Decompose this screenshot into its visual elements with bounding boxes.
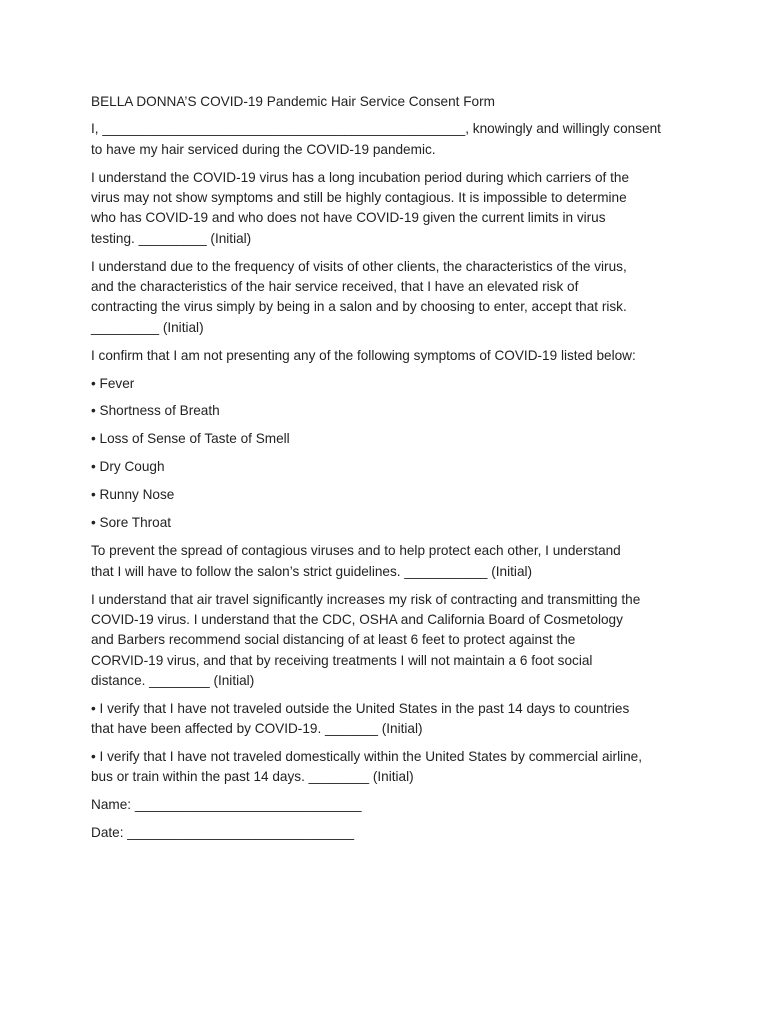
form-title: BELLA DONNA’S COVID-19 Pandemic Hair Service Consent Form: [91, 94, 495, 109]
incubation-paragraph: I understand the COVID-19 virus has a long incubation period during which carriers of the virus may not show symptoms and still be highly contagious. It is impossible to determine who has COVID-19 and who does not have COVID-19 given the current limits in virus testing. _________ (Initial): [91, 169, 630, 246]
risk-paragraph: I understand due to the frequency of visits of other clients, the characteristics of the virus, and the characteristics of the hair service received, that I have an elevated risk of contracting the virus simply by being in a salon and by choosing to enter, accept that risk. _________ (Initial): [91, 258, 627, 335]
date-line: Date: ______________________________: [91, 825, 355, 841]
name-line: Name: ______________________________: [91, 797, 362, 813]
symptom-item-taste: • Loss of Sense of Taste of Smell: [91, 431, 290, 447]
consent-form-body: [91, 92, 691, 851]
air-travel-paragraph: I understand that air travel significantly increases my risk of contracting and transmitting the COVID-19 virus. I understand that the CDC, OSHA and California Board of Cosmetology and Barbers recommend social distancing of at least 6 feet to protect against the CORVID-19 virus, and that by receiving treatments I will not maintain a 6 foot social distance. ________ (Initial): [91, 591, 641, 688]
domestic-travel-statement: • I verify that I have not traveled domestically within the United States by commercial airline, bus or train within the past 14 days. ________ (Initial): [91, 749, 643, 785]
symptoms-intro: I confirm that I am not presenting any of the following symptoms of COVID-19 listed below:: [91, 347, 636, 363]
consent-statement: I, ________________________________________________, knowingly and willingly consent to have my hair serviced during the COVID-19 pandemic.: [91, 121, 661, 157]
guidelines-paragraph: To prevent the spread of contagious viruses and to help protect each other, I understand that I will have to follow the salon’s strict guidelines. ___________ (Initial): [91, 543, 621, 579]
international-travel-statement: • I verify that I have not traveled outside the United States in the past 14 days to countries that have been affected by COVID-19. _______ (Initial): [91, 700, 630, 737]
symptom-item-fever: • Fever: [91, 375, 135, 391]
symptom-item-cough: • Dry Cough: [91, 459, 165, 475]
symptom-item-breath: • Shortness of Breath: [91, 403, 220, 419]
symptom-item-throat: • Sore Throat: [91, 515, 172, 531]
symptom-item-nose: • Runny Nose: [91, 487, 175, 503]
